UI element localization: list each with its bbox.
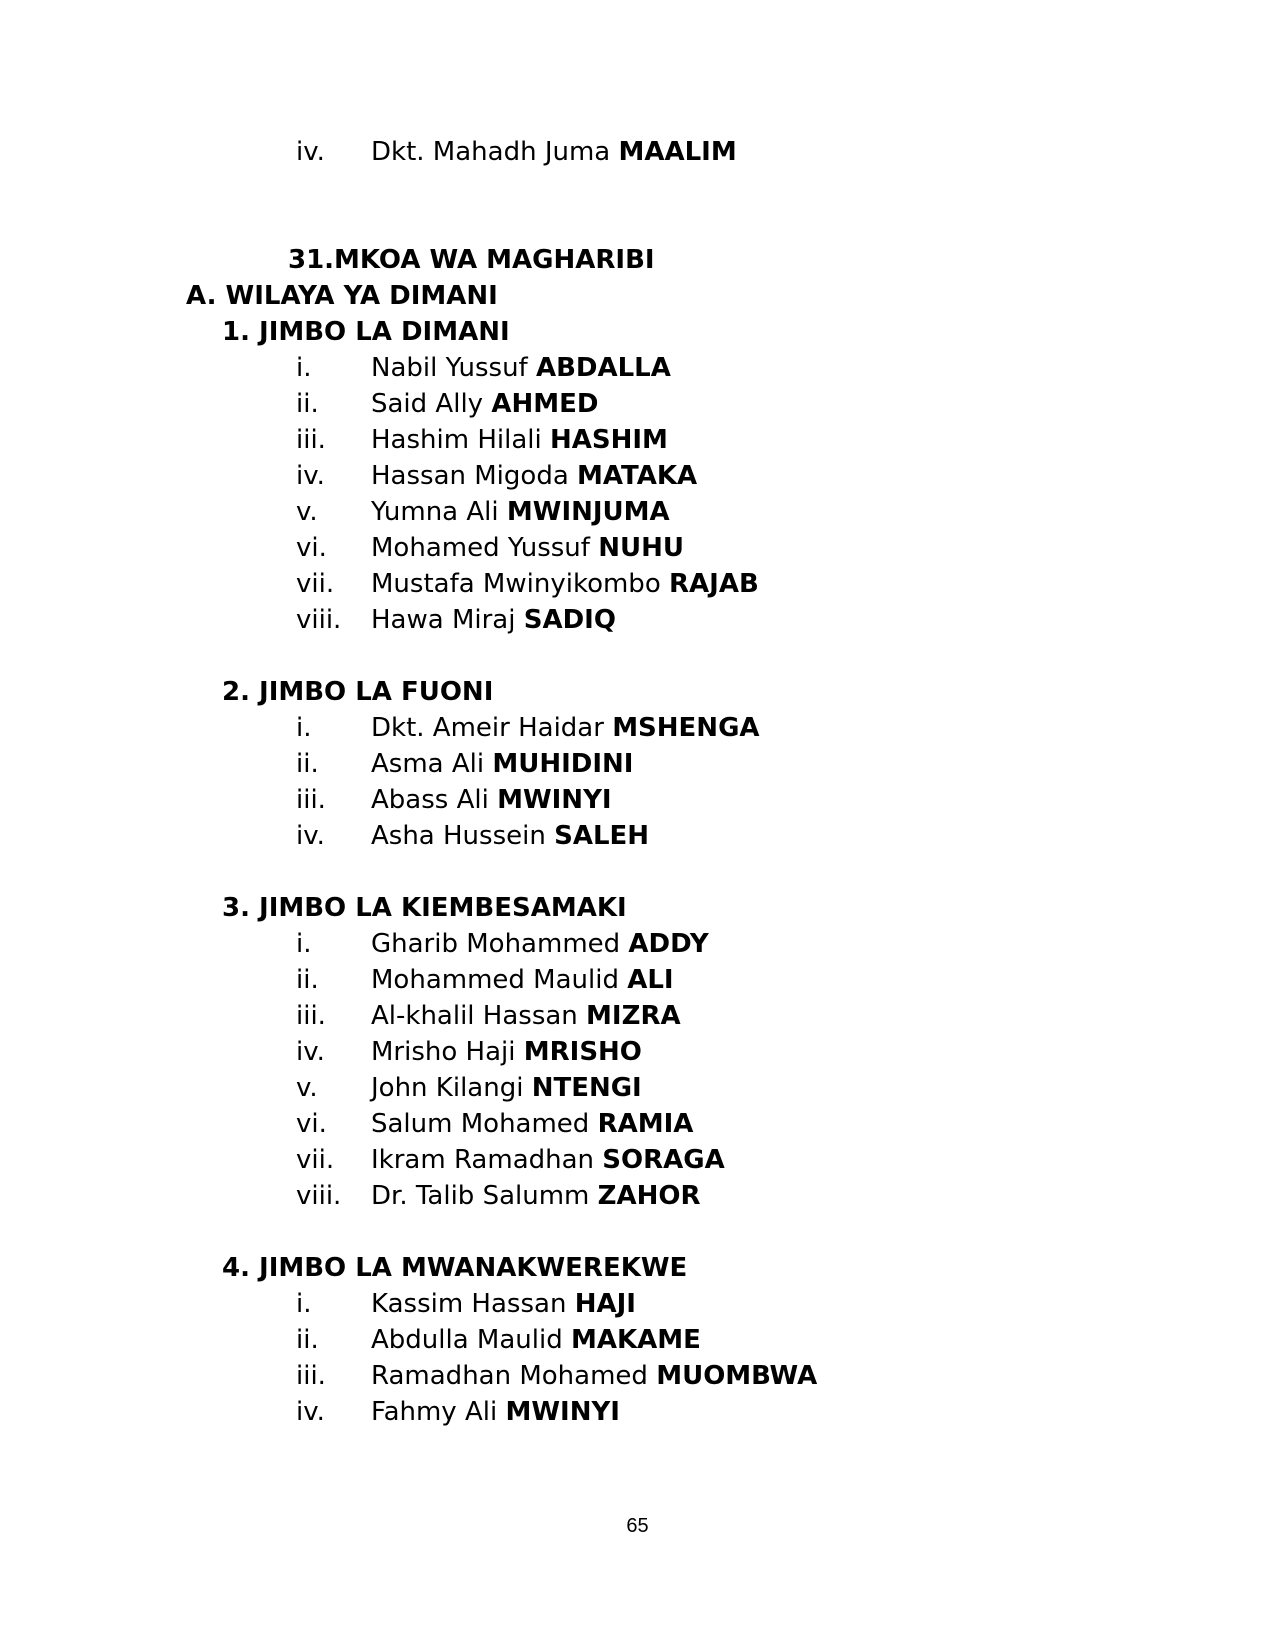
item-number: vii. [296,1145,335,1175]
member-name [371,134,737,170]
surname: SALEH [554,821,650,851]
given-names: Dkt. Mahadh Juma [371,137,611,167]
surname: AHMED [491,389,599,419]
member-name [371,1070,642,1106]
given-names: Ikram Ramadhan [371,1145,595,1175]
item-number: vii. [296,569,335,599]
constituency-heading: 4. JIMBO LA MWANAKWEREKWE [222,1253,688,1283]
member-name [371,494,670,530]
member-name [371,926,709,962]
given-names: Dr. Talib Salumm [371,1181,590,1211]
given-names: Al-khalil Hassan [371,1001,578,1031]
surname: MATAKA [577,461,698,491]
surname: HAJI [574,1289,636,1319]
member-name [371,1286,636,1322]
given-names: Asma Ali [371,749,485,779]
item-number: v. [296,497,318,527]
surname: MUHIDINI [492,749,634,779]
member-name [371,1142,725,1178]
member-name [371,782,612,818]
member-name [371,962,674,998]
given-names: Abdulla Maulid [371,1325,563,1355]
item-number: ii. [296,749,319,779]
item-number: vi. [296,1109,327,1139]
member-name [371,350,671,386]
member-name [371,458,697,494]
given-names: Dkt. Ameir Haidar [371,713,604,743]
item-number: i. [296,929,312,959]
surname: NUHU [598,533,684,563]
member-name [371,566,759,602]
item-number: iv. [296,461,325,491]
district-heading: A. WILAYA YA DIMANI [186,281,498,311]
surname: MUOMBWA [656,1361,818,1391]
surname: RAMIA [597,1109,694,1139]
item-number: viii. [296,1181,342,1211]
given-names: Kassim Hassan [371,1289,567,1319]
surname: HASHIM [549,425,668,455]
given-names: Mohammed Maulid [371,965,619,995]
item-number: iv. [296,1397,325,1427]
surname: MWINYI [505,1397,620,1427]
given-names: Mohamed Yussuf [371,533,590,563]
member-name [371,530,684,566]
item-number: i. [296,353,312,383]
region-heading: 31.MKOA WA MAGHARIBI [288,245,655,275]
item-number: ii. [296,965,319,995]
member-name [371,818,649,854]
surname: SADIQ [523,605,616,635]
surname: MAALIM [618,137,737,167]
member-name [371,1394,620,1430]
surname: MSHENGA [612,713,760,743]
given-names: Said Ally [371,389,484,419]
given-names: Fahmy Ali [371,1397,498,1427]
given-names: Nabil Yussuf [371,353,528,383]
given-names: Hassan Migoda [371,461,569,491]
member-name [371,602,616,638]
item-number: iv. [296,137,325,167]
member-name [371,998,681,1034]
member-name [371,1322,701,1358]
member-name [371,1106,693,1142]
surname: NTENGI [531,1073,642,1103]
item-number: vi. [296,533,327,563]
given-names: Salum Mohamed [371,1109,590,1139]
given-names: Mustafa Mwinyikombo [371,569,661,599]
member-name [371,386,598,422]
constituency-heading: 1. JIMBO LA DIMANI [222,317,510,347]
item-number: iv. [296,821,325,851]
item-number: iii. [296,785,326,815]
given-names: Abass Ali [371,785,489,815]
item-number: iv. [296,1037,325,1067]
surname: MWINYI [497,785,612,815]
item-number: i. [296,713,312,743]
item-number: iii. [296,1361,326,1391]
surname: MAKAME [570,1325,701,1355]
given-names: Ramadhan Mohamed [371,1361,648,1391]
item-number: iii. [296,425,326,455]
item-number: viii. [296,605,342,635]
given-names: Hashim Hilali [371,425,542,455]
member-name [371,1034,642,1070]
surname: ZAHOR [597,1181,701,1211]
constituency-heading: 3. JIMBO LA KIEMBESAMAKI [222,893,627,923]
surname: MWINJUMA [506,497,670,527]
given-names: Gharib Mohammed [371,929,621,959]
surname: ADDY [628,929,709,959]
given-names: Yumna Ali [371,497,499,527]
item-number: iii. [296,1001,326,1031]
member-name [371,746,633,782]
member-name [371,710,760,746]
item-number: i. [296,1289,312,1319]
item-number: ii. [296,389,319,419]
member-name [371,422,668,458]
constituency-heading: 2. JIMBO LA FUONI [222,677,494,707]
surname: SORAGA [602,1145,725,1175]
surname: ALI [627,965,674,995]
given-names: John Kilangi [371,1073,524,1103]
member-name [371,1358,817,1394]
surname: MRISHO [523,1037,642,1067]
surname: ABDALLA [535,353,671,383]
item-number: ii. [296,1325,319,1355]
member-name [371,1178,701,1214]
surname: RAJAB [669,569,759,599]
page-number: 65 [626,1515,649,1537]
given-names: Hawa Miraj [371,605,516,635]
surname: MIZRA [586,1001,681,1031]
given-names: Mrisho Haji [371,1037,516,1067]
item-number: v. [296,1073,318,1103]
given-names: Asha Hussein [371,821,546,851]
